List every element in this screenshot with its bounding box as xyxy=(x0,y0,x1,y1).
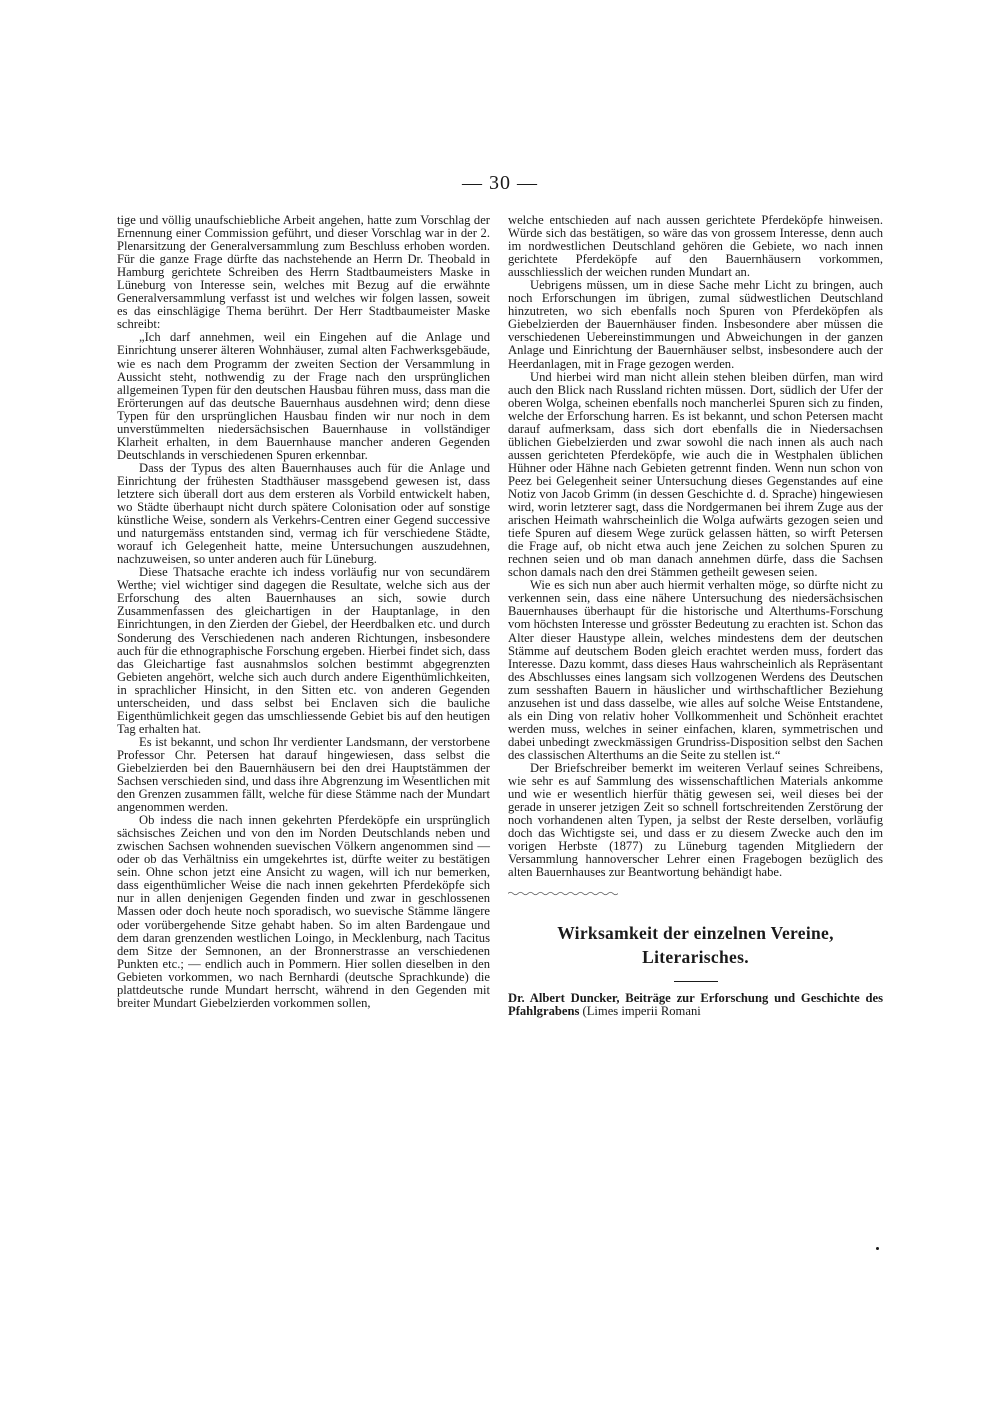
paragraph: Diese Thatsache erachte ich indess vorläufig nur von secundärem Werthe; viel wichtiger sind dagegen die Resultate, welche sich aus der Erforschung des alten Bauernhauses an sich, sowie durch Zusammenfassen des gleichartigen in der Hauptanlage, in den Einrichtungen, in den Zierden der Giebel, der Heerdbalken etc. und durch Sonderung des Verschiedenen nach anderen Richtungen, insbesondere auch für die ethnographische Forschung ergeben. Hierbei findet sich, dass das Gleichartige fast ausnahmslos solchen bestimmt abgegrenzten Gebieten angehört, welche sich auch durch andere Eigenthümlichkeiten, in sprachlicher Hinsicht, in den Sitten etc. von anderen Gegenden unterscheiden, und dass selbst bei Enclaven sich die bauliche Eigenthümlichkeit gegen das umschliessende Gebiet bis auf den heutigen Tag erhalten hat. xyxy=(117,565,490,736)
paragraph: Der Briefschreiber bemerkt im weiteren Verlauf seines Schreibens, wie sehr es auf Sammlung des wissenschaftlichen Materials ankomme und wie er wesentlich hierfür thätig gewesen sei, weil dieses bei der gerade in unserer jetzigen Zeit so schnell fortschreitenden Zerstörung der noch vorhandenen alten Typen, ja selbst der Reste derselben, vorläufig doch das Wichtigste sei, und dass er zu diesem Zwecke auch den im vorigen Herbste (1877) zu Lüneburg tagenden Mitgliedern der Versammlung hannoverscher Lehrer einen Fragebogen bezüglich des alten Bauernhauses zur Beantwortung behändigt habe. xyxy=(508,760,883,880)
review-author-title: Dr. Albert Duncker, Beiträge zur Erforschung und Geschichte des Pfahlgrabens xyxy=(508,991,883,1019)
paragraph: Und hierbei wird man nicht allein stehen bleiben dürfen, man wird auch den Blick nach Russland richten müssen. Dort, südlich der Ufer der oberen Wolga, scheinen ebenfalls noch mancherlei Spuren sich zu finden, welche der Erforschung harren. Es ist bekannt, und schon Petersen macht darauf aufmerksam, dass sich dort ebenfalls die in Niedersachsen üblichen Giebelzierden und zwar sowohl die nach innen als auch nach aussen gerichteten Pferdeköpfe, wie auch die in Westphalen üblichen Hühner oder Hähne nach Gebieten getrennt finden. Wenn nun schon von Peez bei Gelegenheit seiner Untersuchung dieses Gegenstandes auf eine Notiz von Jacob Grimm (in dessen Geschichte d. d. Sprache) hingewiesen wird, worin letzterer sagt, dass die Nordgermanen bei ihrem Zuge aus der arischen Heimath wahrscheinlich die Wolga aufwärts gezogen seien und tiefe Spuren auf diesem Wege zurück gelassen hätten, so wirft Petersen die Frage auf, ob nicht etwa auch jene Zeichen zu solchen Spuren zu rechnen seien und ob man danach annehmen dürfe, dass die Sachsen schon damals nach den drei Stämmen getheilt gewesen seien. xyxy=(508,369,883,580)
left-column xyxy=(117,214,490,1010)
right-column xyxy=(508,214,883,1019)
paragraph: Es ist bekannt, und schon Ihr verdienter Landsmann, der verstorbene Professor Chr. Petersen hat darauf hingewiesen, dass selbst die Giebelzierden bei den Bauernhäusern bei den drei Hauptstämmen der Sachsen verschieden sind, und dass ihre Abgrenzung im Wesentlichen mit den Grenzen zusammen fällt, welche für diese Stämme nach der Mundart angenommen werden. xyxy=(117,734,490,815)
section-heading-line2: Literarisches. xyxy=(642,947,749,968)
paragraph: welche entschieden auf nach aussen gerichtete Pferdeköpfe hinweisen. Würde sich das bestätigen, so wäre das von grossem Interesse, denn auch im nordwestlichen Deutschland gehören die Gebiete, wo nach innen gerichtete Pferdeköpfe auf den Bauernhäusern vorkommen, ausschliesslich der weichen runden Mundart an. xyxy=(508,213,883,280)
page-number: — 30 — xyxy=(462,172,538,194)
paragraph: tige und völlig unaufschiebliche Arbeit angehen, hatte zum Vorschlag der Ernennung einer Commission geführt, und dieser Vorschlag war in der 2. Plenarsitzung der Generalversammlung zum Beschluss erhoben worden. Für die ganze Frage dürfte das nachstehende an Herrn Dr. Theobald in Hamburg gerichtete Schreiben des Herrn Stadtbaumeisters Maske in Lüneburg von Interesse sein, welches mit Bezug auf die erwähnte Generalversammlung verfasst ist und welches wir folgen lassen, soweit es das einschlägige Thema berührt. Der Herr Stadtbaumeister Maske schreibt: xyxy=(117,213,490,332)
paragraph: Ob indess die nach innen gekehrten Pferdeköpfe ein ursprünglich sächsisches Zeichen und von den im Norden Deutschlands neben und zwischen Sachsen wohnenden suevischen Völkern angenommen sind — oder ob das Verhältniss ein umgekehrtes ist, dürfte weiter zu bestätigen sein. Ohne schon jetzt eine Ansicht zu wagen, will ich nur bemerken, dass eigenthümlicher Weise die nach innen gekehrten Pferdeköpfe sich nur in allen denjenigen Gegenden finden und zwar in geschlossenen Massen oder doch heute noch sporadisch, wo suevische Stämme längere oder vorübergehende Sitze gehabt haben. So im alten Bardengaue und dem daran grenzenden westlichen Loingo, in Mecklenburg, nach Tacitus dem Sitze der Semnonen, an der Bronnerstrasse an verschiedenen Punkten etc.; — endlich auch in Pommern. Hier sollen dieselben in den Gebieten vorkommen, wo nach Bernhardi (deutsche Sprachkunde) die plattdeutsche runde Mundart herrscht, während in den Gegenden mit breiter Mundart Giebelzierden vorkommen sollen, xyxy=(117,813,490,1010)
ornamental-divider xyxy=(508,891,618,896)
print-speck xyxy=(876,1247,879,1250)
paragraph: „Ich darf annehmen, weil ein Eingehen auf die Anlage und Einrichtung unserer älteren Wohnhäuser, zumal alten Fachwerksgebäude, wie es nach dem Programm der zweiten Section der Versammlung in Aussicht steht, nothwendig zu der Frage nach den ursprünglichen allgemeinen Typen für den deutschen Hausbau führen muss, dass man die Erörterungen auf das deutsche Bauernhaus ausdehnen wird; denn diese Typen für den ursprünglichen Hausbau finden wir nur noch in dem unverstümmelten niedersächsischen Bauernhause in vollständiger Klarheit erhalten, in dem Bauernhause mancher anderen Gegenden Deutschlands in verschiedenen Spuren erkennbar. xyxy=(117,330,490,462)
paragraph: Dass der Typus des alten Bauernhauses auch für die Anlage und Einrichtung der frühesten Stadthäuser massgebend gewesen ist, dass letztere sich überall dort aus dem ersteren als Vorbild entwickelt haben, wo Städte überhaupt nicht durch spätere Colonisation oder auf sonstige künstliche Weise, sondern als Verkehrs-Centren einer Gegend successive und naturgemäss entstanden sind, vermag ich für verschiedene Städte, worauf ich Gelegenheit hatte, meine Untersuchungen auszudehnen, nachzuweisen, so unter anderen auch für Lüneburg. xyxy=(117,460,490,567)
review-entry xyxy=(508,992,883,1018)
heading-rule xyxy=(674,981,718,982)
paragraph: Uebrigens müssen, um in diese Sache mehr Licht zu bringen, auch noch Erforschungen im übrigen, zumal südwestlichen Deutschland hinzutreten, wo sich ebenfalls noch Spuren von Pferdeköpfen als Giebelzierden der Bauernhäuser finden. Insbesondere aber müssen die verschiedenen Uebereinstimmungen und Abweichungen in der ganzen Anlage und Einrichtung der Bauernhäuser selbst, insbesondere auch der Heerdanlagen, mit in Frage gezogen werden. xyxy=(508,278,883,371)
section-heading-line1: Wirksamkeit der einzelnen Vereine, xyxy=(557,923,834,944)
paragraph: Wie es sich nun aber auch hiermit verhalten möge, so dürfte nicht zu verkennen sein, dass eine nähere Untersuchung des niedersächsischen Bauernhauses überhaupt für die historische und Alterthums-Forschung vom höchsten Interesse und grösster Bedeutung zu erachten ist. Schon das Alter dieser Haustype allein, welches mindestens dem der deutschen Stämme auf deutschem Boden gleich erachtet werden muss, fordert das Interesse. Dazu kommt, dass dieses Haus wahrscheinlich als Repräsentant des Abschlusses eines langsam sich vollzogenen Werdens des Deutschen zum sesshaften Bauern in häuslicher und wirthschaftlicher Beziehung anzusehen ist und dass dasselbe, wie alles auf solche Weise Entstandene, als ein Ding von relativ hoher Vollkommenheit und Schönheit erachtet werden muss, welches in seiner einfachen, klaren, symmetrischen und dabei unbedingt zweckmässigen Grundriss-Disposition selbst den Sachen des classischen Alterthums an die Seite zu stellen ist.“ xyxy=(508,578,883,762)
review-tail: (Limes imperii Romani xyxy=(579,1004,701,1019)
